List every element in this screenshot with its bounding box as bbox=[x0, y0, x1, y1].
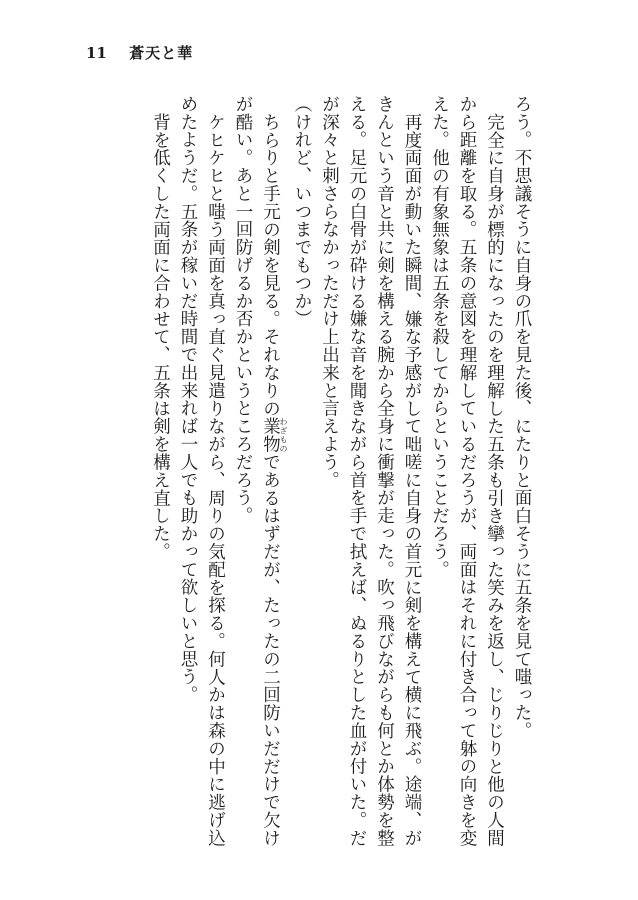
body-text bbox=[95, 95, 535, 855]
paragraph-7: 背を低くした両面に合わせて、五条は剣を構え直した。 bbox=[150, 112, 171, 560]
paragraph-2: 完全に自身が標的になったのを理解した五条も引き攣った笑みを返し、じりじりと他の人間から距離を取る。五条の意図を理解しているだろうが、両面はそれに付き合って躰の向きを変えた。他の有象無象は五条を殺してからということだろう。 bbox=[429, 95, 505, 847]
paragraph-6: ケヒケヒと嗤う両面を真っ直ぐ見遣りながら、周りの気配を探る。何人かは森の中に逃げ込めたようだ。五条が稼いだ時間で出来れば一人でも助かって欲しいと思う。 bbox=[178, 95, 226, 847]
paragraph-3: 再度両面が動いた瞬間、嫌な予感がして咄嗟に自身の首元に剣を構えて横に飛ぶ。途端、がきんという音と共に剣を構える腕から全身に衝撃が走った。吹っ飛びながらも何とか体勢を整える。足元の白骨が砕ける嫌な音を聞きながら首を手で拭えば、ぬるりとした血が付いた。だが深々と刺さらなかっただけ上出来と言えよう。 bbox=[319, 95, 422, 847]
ruby-reading: わざもの bbox=[279, 416, 288, 453]
paragraph-1: ろう。不思議そうに自身の爪を見た後、にたりと面白そうに五条を見て嗤った。 bbox=[512, 95, 532, 740]
paragraph-5 bbox=[229, 95, 288, 855]
paragraph-4-thought: （けれど、いつまでもつか） bbox=[292, 95, 312, 328]
page-number: 11 bbox=[86, 44, 107, 62]
chapter-title: 蒼天と華 bbox=[129, 44, 194, 62]
paragraph-5-pre: ちらりと手元の剣を見る。それなりの bbox=[260, 112, 281, 417]
ruby-base: 業物 bbox=[260, 416, 281, 453]
paragraph-5-post: であるはずだが、たったの二回防いだだけで欠けが酷い。あと一回防げるか否かというところだろう。 bbox=[233, 95, 281, 847]
ruby-wazamono bbox=[260, 416, 288, 453]
running-head bbox=[86, 42, 193, 63]
